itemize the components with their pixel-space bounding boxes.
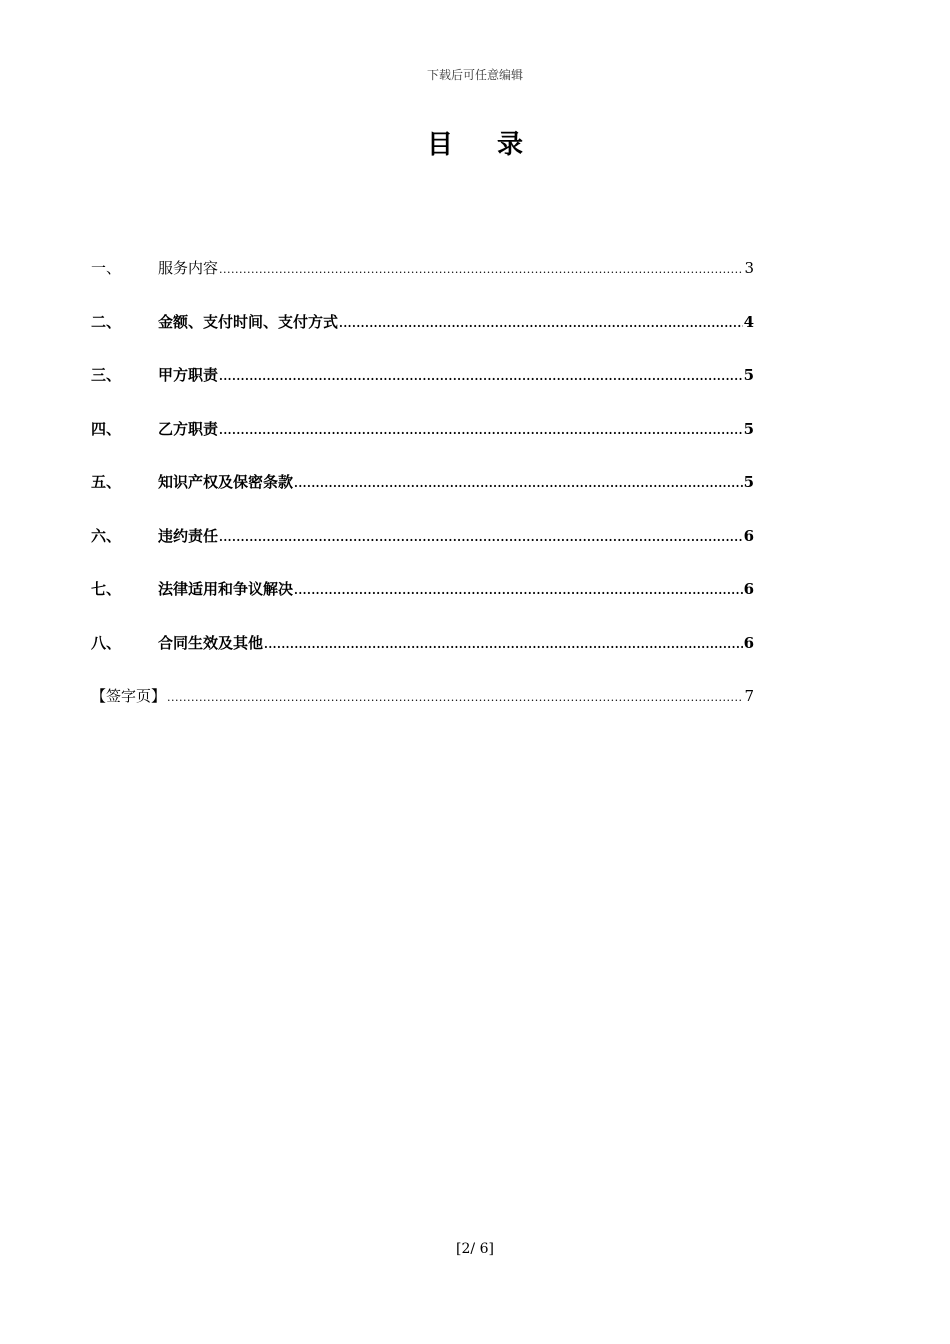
toc-entry-label: 乙方职责 xyxy=(158,419,219,438)
toc-entry-number: 二、 xyxy=(91,312,122,331)
toc-entry-page: 3 xyxy=(744,259,754,277)
toc-entry-3[interactable] xyxy=(91,364,754,418)
toc-entry-page: 6 xyxy=(743,580,754,598)
toc-leader-dots xyxy=(339,317,743,330)
toc-leader-dots xyxy=(219,424,743,437)
toc-entry-label: 合同生效及其他 xyxy=(158,633,264,652)
toc-leader-dots xyxy=(219,370,743,383)
toc-entry-number: 六、 xyxy=(91,526,122,545)
toc-entry-number: 四、 xyxy=(91,419,122,438)
toc-entry-number: 一、 xyxy=(91,259,122,277)
toc-entry-signature-page[interactable] xyxy=(91,685,754,739)
toc-entry-page: 4 xyxy=(743,312,754,331)
toc-leader-dots xyxy=(264,638,743,651)
toc-entry-page: 5 xyxy=(743,473,754,491)
toc-entry-2[interactable] xyxy=(91,311,754,365)
toc-entry-6[interactable] xyxy=(91,525,754,579)
toc-leader-dots xyxy=(219,531,743,544)
toc-entry-label: 知识产权及保密条款 xyxy=(158,473,294,491)
toc-entry-4[interactable] xyxy=(91,418,754,472)
toc-entry-1[interactable] xyxy=(91,257,754,311)
toc-leader-dots xyxy=(219,263,743,276)
toc-entry-number: 八、 xyxy=(91,633,122,652)
toc-entry-page: 6 xyxy=(743,526,754,545)
toc-leader-dots xyxy=(167,691,743,704)
toc-entry-page: 5 xyxy=(743,419,754,438)
toc-entry-8[interactable] xyxy=(91,632,754,686)
toc-entry-label: 法律适用和争议解决 xyxy=(158,580,294,598)
toc-entry-number: 五、 xyxy=(91,473,122,491)
toc-entry-label: 甲方职责 xyxy=(158,366,219,384)
toc-entry-page: 7 xyxy=(744,687,754,705)
toc-entry-5[interactable] xyxy=(91,471,754,525)
toc-entry-page: 5 xyxy=(743,366,754,384)
toc-leader-dots xyxy=(294,584,743,597)
toc-entry-label: 【签字页】 xyxy=(91,687,167,705)
toc-leader-dots xyxy=(294,477,743,490)
toc-entry-7[interactable] xyxy=(91,578,754,632)
table-of-contents xyxy=(91,257,754,739)
header-note: 下载后可任意编辑 xyxy=(426,68,523,82)
toc-entry-number: 七、 xyxy=(91,580,122,598)
toc-entry-number: 三、 xyxy=(91,366,122,384)
toc-title: 目录 xyxy=(426,130,567,160)
toc-entry-page: 6 xyxy=(743,633,754,652)
page-indicator: [2/ 6] xyxy=(456,1241,494,1257)
toc-entry-label: 违约责任 xyxy=(158,526,219,545)
toc-entry-label: 服务内容 xyxy=(158,259,219,277)
toc-entry-label: 金额、支付时间、支付方式 xyxy=(158,312,339,331)
